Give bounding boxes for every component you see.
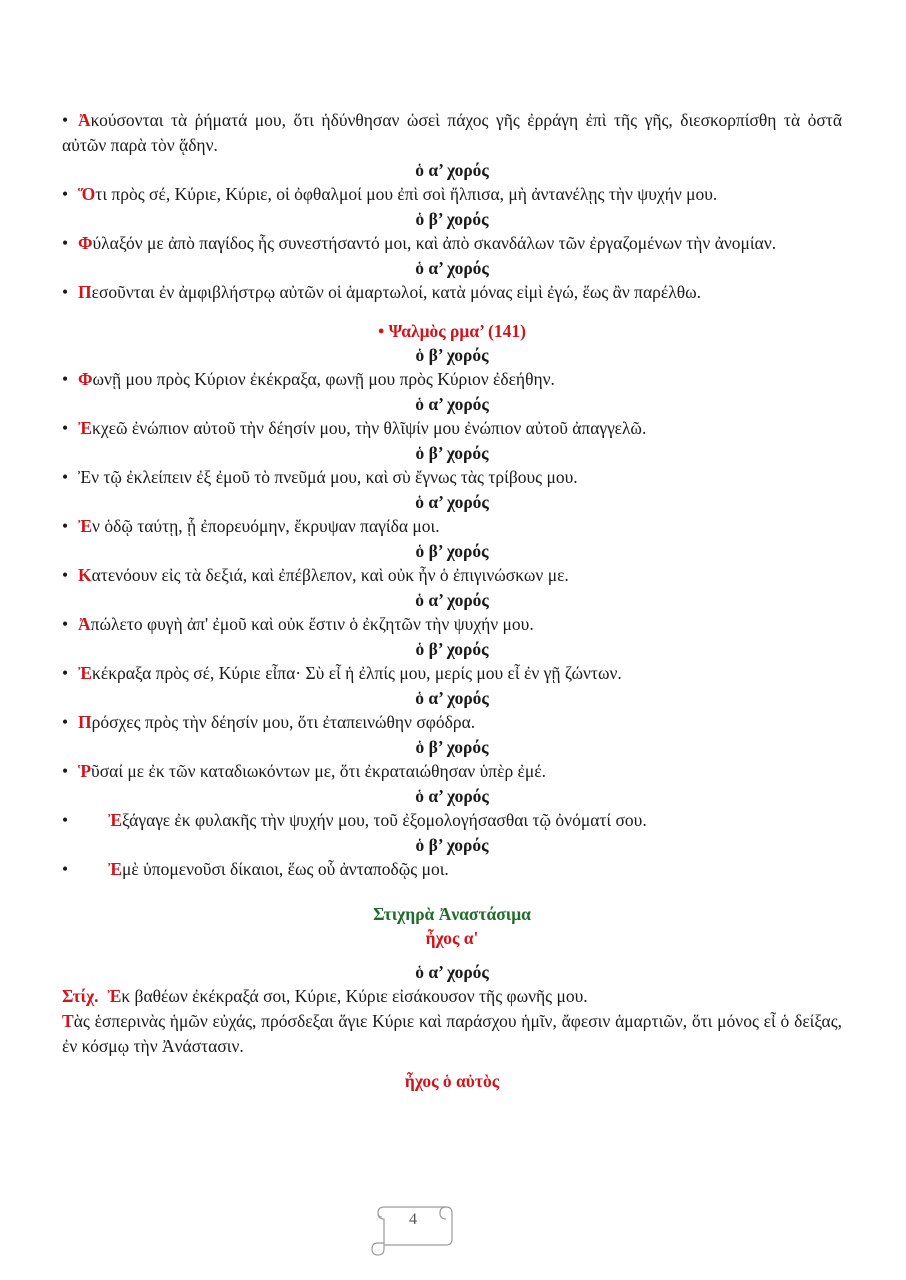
choir-heading: ὁ β’ χορός	[415, 443, 489, 463]
choir-heading: ὁ α’ χορός	[415, 394, 489, 414]
choir-heading: ὁ β’ χορός	[415, 835, 489, 855]
verse: • Πρόσχες πρὸς τὴν δέησίν μου, ὅτι ἐταπεινώθην σφόδρα.	[62, 712, 476, 732]
page-content	[62, 108, 842, 1093]
verse: • Φωνῇ μου πρὸς Κύριον ἐκέκραξα, φωνῇ μου πρὸς Κύριον ἐδεήθην.	[62, 369, 555, 389]
choir-heading: ὁ β’ χορός	[415, 639, 489, 659]
verse-initial: Φ	[78, 233, 93, 253]
tone-title: ἦχος α'	[425, 928, 479, 948]
hymn-text: Τὰς ἑσπερινὰς ἡμῶν εὐχάς, πρόσδεξαι ἅγιε Κύριε καὶ παράσχου ἡμῖν, ἄφεσιν ἁμαρτιῶν, ὅτι μόνος εἶ ὁ δείξας, ἐν κόσμῳ τὴν Ἀνάστασιν.	[62, 1011, 842, 1056]
choir-heading: ὁ α’ χορός	[415, 492, 489, 512]
psalm-title: • Ψαλμὸς ρμα’ (141)	[378, 321, 526, 341]
verse: • Ἐν ὁδῷ ταύτῃ, ᾗ ἐπορευόμην, ἔκρυψαν παγίδα μοι.	[62, 516, 440, 536]
page-number: 4	[409, 1211, 417, 1228]
verse-text: ύλαξόν με ἀπὸ παγίδος ἧς συνεστήσαντό μοι, καὶ ἀπὸ σκανδάλων τῶν ἐργαζομένων τὴν ἀνομίαν.	[92, 233, 777, 253]
verse: • Ὅτι πρὸς σέ, Κύριε, Κύριε, οἱ ὀφθαλμοί μου ἐπὶ σοὶ ἤλπισα, μὴ ἀντανέλῃς τὴν ψυχήν μου.	[62, 184, 718, 204]
verse-text: εσοῦνται ἐν ἀμφιβλήστρῳ αὐτῶν οἱ ἁμαρτωλοί, κατὰ μόνας εἰμὶ ἐγώ, ἕως ἂν παρέλθω.	[91, 282, 701, 302]
verse: • Ἀπώλετο φυγὴ ἀπ' ἐμοῦ καὶ οὐκ ἔστιν ὁ ἐκζητῶν τὴν ψυχήν μου.	[62, 614, 534, 634]
choir-heading: ὁ α’ χορός	[415, 962, 489, 982]
verse: • Φύλαξόν με ἀπὸ παγίδος ἧς συνεστήσαντό μοι, καὶ ἀπὸ σκανδάλων τῶν ἐργαζομένων τὴν ἀνομίαν.	[62, 233, 777, 253]
choir-heading: ὁ α’ χορός	[415, 786, 489, 806]
page-number-scroll	[370, 1195, 456, 1257]
verse: • Ἐν τῷ ἐκλείπειν ἐξ ἐμοῦ τὸ πνεῦμά μου, καὶ σὺ ἔγνως τὰς τρίβους μου.	[62, 467, 578, 487]
choir-heading: ὁ α’ χορός	[415, 590, 489, 610]
verse: • Ἀκούσονται τὰ ῥήματά μου, ὅτι ἡδύνθησαν ὡσεὶ πάχος γῆς ἐρράγη ἐπὶ τῆς γῆς, διεσκορπίσθη τὰ ὀστᾶ αὐτῶν παρὰ τὸν ᾅδην.	[62, 110, 842, 155]
tone-same: ἦχος ὁ αὐτὸς	[404, 1071, 500, 1091]
verse-initial: Ἀ	[78, 110, 91, 130]
verse: • Πεσοῦνται ἐν ἀμφιβλήστρῳ αὐτῶν οἱ ἁμαρτωλοί, κατὰ μόνας εἰμὶ ἐγώ, ἕως ἂν παρέλθω.	[62, 282, 701, 302]
choir-heading: ὁ α’ χορός	[415, 160, 489, 180]
choir-heading: ὁ β’ χορός	[415, 737, 489, 757]
verse: • Ἐμὲ ὑπομενοῦσι δίκαιοι, ἕως οὗ ἀνταποδῷς μοι.	[62, 859, 449, 879]
verse: • Ῥῦσαί με ἐκ τῶν καταδιωκόντων με, ὅτι ἐκραταιώθησαν ὑπὲρ ἐμέ.	[62, 761, 547, 781]
choir-heading: ὁ α’ χορός	[415, 258, 489, 278]
stich-label: Στίχ.	[62, 986, 99, 1006]
verse-initial: Π	[78, 282, 92, 302]
choir-heading: ὁ α’ χορός	[415, 688, 489, 708]
choir-heading: ὁ β’ χορός	[415, 541, 489, 561]
choir-heading: ὁ β’ χορός	[415, 209, 489, 229]
choir-heading: ὁ β’ χορός	[415, 345, 489, 365]
verse: • Κατενόουν εἰς τὰ δεξιά, καὶ ἐπέβλεπον, καὶ οὐκ ἦν ὁ ἐπιγινώσκων με.	[62, 565, 569, 585]
verse-initial: Ὅ	[78, 184, 96, 204]
section-title: Στιχηρὰ Ἀναστάσιμα	[373, 904, 531, 924]
verse-text: κούσονται τὰ ῥήματά μου, ὅτι ἡδύνθησαν ὡσεὶ πάχος γῆς ἐρράγη ἐπὶ τῆς γῆς, διεσκορπίσθη τὰ ὀστᾶ αὐτῶν παρὰ τὸν ᾅδην.	[62, 110, 842, 155]
stich-verse: Στίχ. Ἐκ βαθέων ἐκέκραξά σοι, Κύριε, Κύριε εἰσάκουσον τῆς φωνῆς μου.	[62, 986, 588, 1006]
verse: • Ἐκχεῶ ἐνώπιον αὐτοῦ τὴν δέησίν μου, τὴν θλῖψίν μου ἐνώπιον αὐτοῦ ἀπαγγελῶ.	[62, 418, 647, 438]
verse-text: τι πρὸς σέ, Κύριε, Κύριε, οἱ ὀφθαλμοί μου ἐπὶ σοὶ ἤλπισα, μὴ ἀντανέλῃς τὴν ψυχήν μου.	[95, 184, 718, 204]
verse: • Ἐξάγαγε ἐκ φυλακῆς τὴν ψυχήν μου, τοῦ ἐξομολογήσασθαι τῷ ὀνόματί σου.	[62, 810, 647, 830]
verse: • Ἐκέκραξα πρὸς σέ, Κύριε εἶπα· Σὺ εἶ ἡ ἐλπίς μου, μερίς μου εἶ ἐν γῇ ζώντων.	[62, 663, 622, 683]
psalm-verses	[62, 343, 842, 882]
